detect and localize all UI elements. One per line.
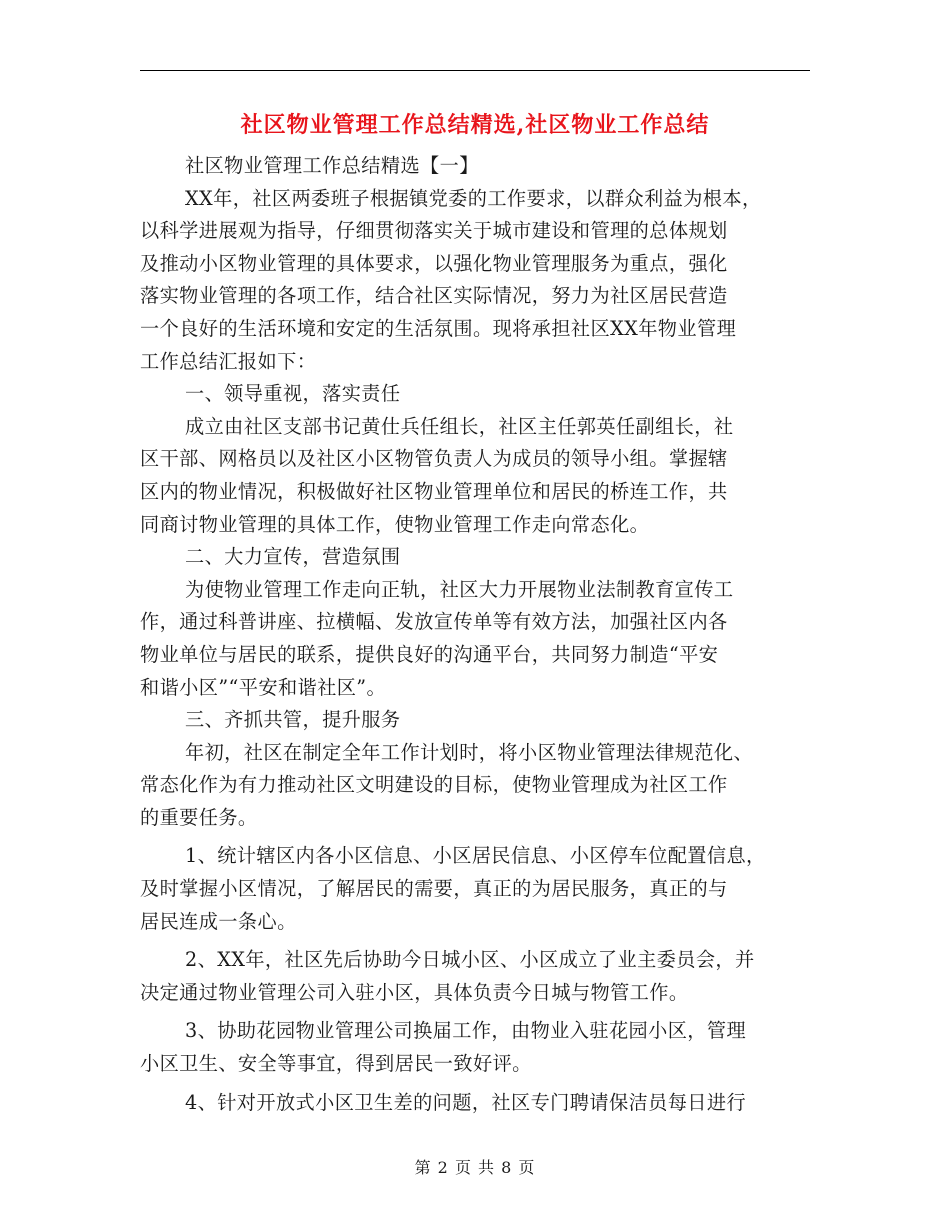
body-line: 以科学进展观为指导，仔细贯彻落实关于城市建设和管理的总体规划 <box>140 219 728 243</box>
body-line: 同商讨物业管理的具体工作，使物业管理工作走向常态化。 <box>140 512 650 536</box>
body-line: 决定通过物业管理公司入驻小区，具体负责今日城与物管工作。 <box>140 980 689 1004</box>
body-line: 2、XX年，社区先后协助今日城小区、小区成立了业主委员会，并 <box>185 948 755 972</box>
body-line: XX年，社区两委班子根据镇党委的工作要求，以群众利益为根本， <box>185 186 762 210</box>
body-line: 小区卫生、安全等事宜，得到居民一致好评。 <box>140 1052 532 1076</box>
body-line: 4、针对开放式小区卫生差的问题，社区专门聘请保洁员每日进行 <box>185 1090 747 1114</box>
body-line: 社区物业管理工作总结精选【一】 <box>185 154 479 177</box>
body-line: 居民连成一条心。 <box>140 909 297 933</box>
document-title: 社区物业管理工作总结精选,社区物业工作总结 <box>240 112 710 138</box>
body-line: 一、领导重视，落实责任 <box>185 382 401 406</box>
body-line: 落实物业管理的各项工作，结合社区实际情况，努力为社区居民营造 <box>140 284 728 308</box>
body-line: 及时掌握小区情况，了解居民的需要，真正的为居民服务，真正的与 <box>140 877 728 901</box>
body-line: 二、大力宣传，营造氛围 <box>185 545 401 569</box>
body-line: 区内的物业情况，积极做好社区物业管理单位和居民的桥连工作，共 <box>140 479 728 503</box>
header-rule <box>140 70 810 71</box>
body-line: 常态化作为有力推动社区文明建设的目标，使物业管理成为社区工作 <box>140 773 728 797</box>
body-line: 成立由社区支部书记黄仕兵任组长，社区主任郭英任副组长，社 <box>185 414 734 438</box>
body-line: 物业单位与居民的联系，提供良好的沟通平台，共同努力制造“平安 <box>140 642 719 666</box>
body-line: 的重要任务。 <box>140 805 258 829</box>
body-line: 1、统计辖区内各小区信息、小区居民信息、小区停车位配置信息， <box>185 844 766 868</box>
body-line: 三、齐抓共管，提升服务 <box>185 708 401 732</box>
page-number: 第 2 页 共 8 页 <box>414 1158 536 1177</box>
body-line: 3、协助花园物业管理公司换届工作，由物业入驻花园小区，管理 <box>185 1019 747 1043</box>
body-line: 及推动小区物业管理的具体要求，以强化物业管理服务为重点，强化 <box>140 251 728 275</box>
body-line: 为使物业管理工作走向正轨，社区大力开展物业法制教育宣传工 <box>185 577 734 601</box>
body-line: 工作总结汇报如下： <box>140 349 317 373</box>
body-line: 区干部、网格员以及社区小区物管负责人为成员的领导小组。掌握辖 <box>140 447 728 471</box>
body-line: 和谐小区”“平安和谐社区”。 <box>140 675 387 699</box>
body-line: 年初，社区在制定全年工作计划时，将小区物业管理法律规范化、 <box>185 740 754 764</box>
body-line: 一个良好的生活环境和安定的生活氛围。现将承担社区XX年物业管理 <box>140 316 737 340</box>
body-line: 作，通过科普讲座、拉横幅、发放宣传单等有效方法，加强社区内各 <box>140 610 728 634</box>
document-body <box>140 150 810 1119</box>
